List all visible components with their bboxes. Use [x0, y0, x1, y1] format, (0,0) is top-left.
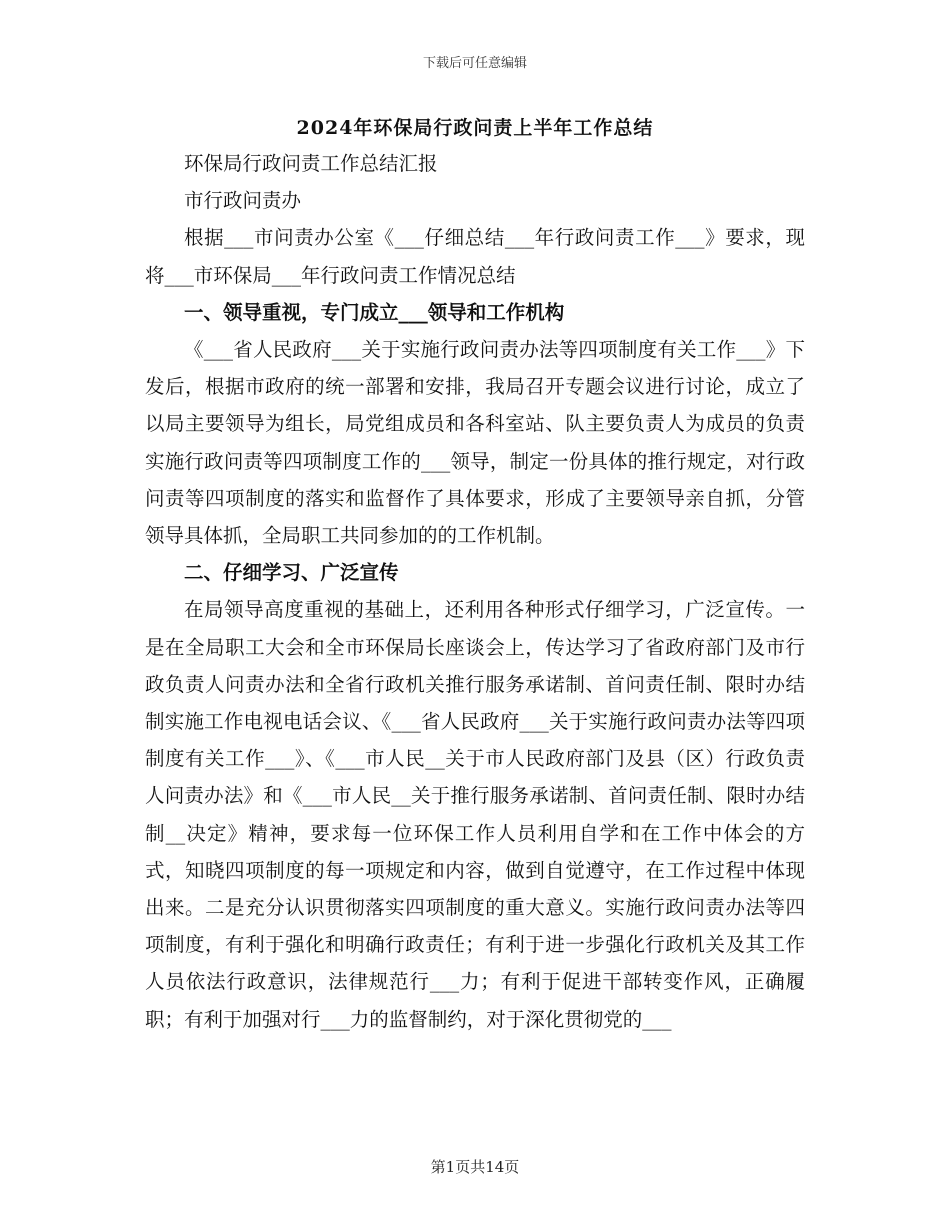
paragraph: 环保局行政问责工作总结汇报 — [184, 152, 438, 175]
paragraph: 在局领导高度重视的基础上，还利用各种形式仔细学习，广泛宣传。一是在全局职工大会和全市环保局长座谈会上，传达学习了省政府部门及市行政负责人问责办法和全省行政机关推行服务承诺制、首问责任制、限时办结制实施工作电视电话会议、《___省人民政府___关于实施行政问责办法等四项制度有关工作___》、《___市人民__关于市人民政府部门及县（区）行政负责人问责办法》和《___市人民__关于推行服务承诺制、首问责任制、限时办结制__决定》精神，要求每一位环保工作人员利用自学和在工作中体会的方式，知晓四项制度的每一项规定和内容，做到自觉遵守，在工作过程中体现出来。二是充分认识贯彻落实四项制度的重大意义。实施行政问责办法等四项制度，有利于强化和明确行政责任；有利于进一步强化行政机关及其工作人员依法行政意识，法律规范行___力；有利于促进干部转变作风，正确履职；有利于加强对行___力的监督制约，对于深化贯彻党的___ — [145, 598, 805, 1031]
document-title: 2024年环保局行政问责上半年工作总结 — [296, 117, 654, 139]
paragraph: 《___省人民政府___关于实施行政问责办法等四项制度有关工作___》下发后，根据市政府的统一部署和安排，我局召开专题会议进行讨论，成立了以局主要领导为组长，局党组成员和各科室站、队主要负责人为成员的负责实施行政问责等四项制度工作的___领导，制定一份具体的推行规定，对行政问责等四项制度的落实和监督作了具体要求，形成了主要领导亲自抓，分管领导具体抓，全局职工共同参加的的工作机制。 — [145, 338, 805, 548]
paragraph: 根据___市问责办公室《___仔细总结___年行政问责工作___》要求，现将___市环保局___年行政问责工作情况总结 — [145, 226, 805, 287]
section-heading: 一、领导重视，专门成立___领导和工作机构 — [184, 300, 565, 324]
header-note: 下载后可任意编辑 — [422, 56, 527, 71]
section-heading: 二、仔细学习、广泛宣传 — [184, 561, 399, 585]
paragraph: 市行政问责办 — [184, 189, 302, 213]
document-body — [145, 145, 805, 1038]
page-number: 第1页共14页 — [430, 1158, 520, 1176]
